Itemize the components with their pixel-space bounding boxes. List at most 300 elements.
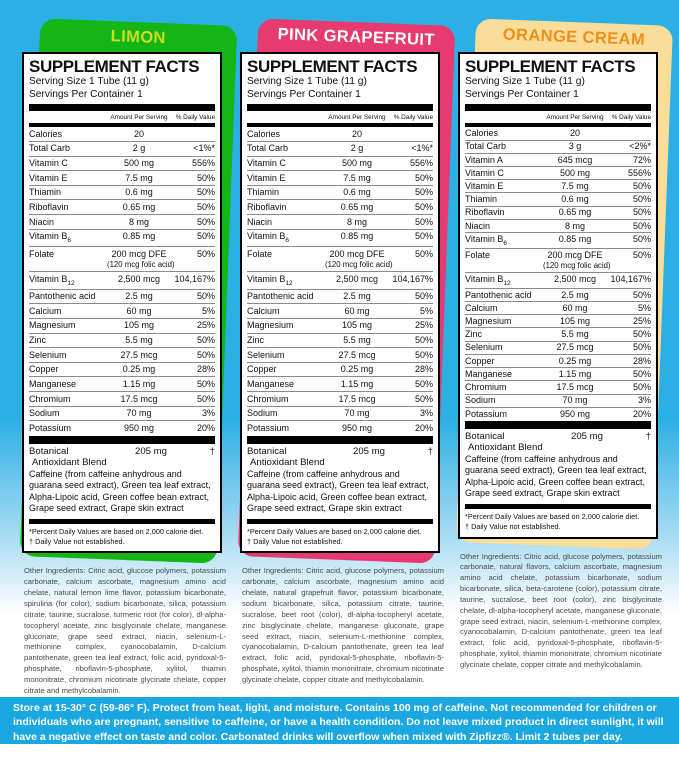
- nutrient-name: Manganese: [465, 368, 513, 379]
- serving-size: Serving Size 1 Tube (11 g): [465, 75, 585, 87]
- nutrient-row: [465, 314, 651, 327]
- nutrient-row: [465, 166, 651, 179]
- nutrient-name: Copper: [247, 364, 277, 375]
- blend-name-line2: Antioxidant Blend: [250, 456, 325, 468]
- nutrient-row: [465, 380, 651, 393]
- nutrient-row: [247, 333, 433, 348]
- nutrient-amount: 200 mcg DFE (120 mcg folic acid): [325, 248, 393, 270]
- nutrient-amount: 7.5 mg: [561, 180, 589, 191]
- nutrient-daily-value: 50%: [414, 291, 433, 302]
- nutrient-row: [465, 140, 651, 153]
- nutrient-amount: 2,500 mcg: [335, 273, 379, 284]
- nutrient-row: [247, 362, 433, 377]
- nutrient-name: Chromium: [465, 382, 507, 393]
- nutrient-daily-value: <1%*: [193, 143, 215, 154]
- nutrient-daily-value: 20%: [196, 422, 215, 433]
- nutrient-row: [29, 271, 215, 288]
- nutrient-daily-value: 556%: [409, 158, 433, 169]
- serving-size: Serving Size 1 Tube (11 g): [29, 75, 149, 87]
- amount-per-serving-header: Amount Per Serving: [110, 113, 168, 121]
- blend-name-line1: Botanical: [465, 430, 505, 442]
- nutrient-name: Folate: [247, 248, 273, 259]
- nutrient-row: [247, 406, 433, 421]
- nutrient-name: Magnesium: [465, 316, 512, 327]
- nutrient-amount: 645 mcg: [557, 154, 593, 165]
- nutrient-amount: 27.5 mcg: [556, 342, 594, 353]
- blend-dv: †: [209, 445, 215, 457]
- nutrient-name: Vitamin C: [29, 158, 68, 169]
- nutrient-row: [247, 347, 433, 362]
- servings-per-container: Servings Per Container 1: [29, 88, 143, 100]
- nutrient-amount: 0.65 mg: [340, 201, 374, 212]
- nutrient-name: Folate: [29, 248, 55, 259]
- blend-name-line2: Antioxidant Blend: [32, 456, 107, 468]
- nutrient-row: [465, 341, 651, 354]
- footnote-daily-value: *Percent Daily Values are based on 2,000 calorie diet.: [465, 512, 640, 522]
- blend-description: Caffeine (from caffeine anhydrous and guarana seed extract), Green tea leaf extract, Alpha-Lipoic acid, Green coffee bean extract, Grape seed extract, Grape skin extract: [29, 468, 211, 513]
- divider-thin: [247, 519, 433, 524]
- nutrient-row: [29, 376, 215, 391]
- nutrient-name: Pantothenic acid: [247, 291, 314, 302]
- footnote-dagger: † Daily Value not established.: [29, 536, 125, 546]
- nutrient-amount: 0.25 mg: [558, 355, 592, 366]
- nutrient-row: [247, 376, 433, 391]
- nutrient-daily-value: 50%: [414, 172, 433, 183]
- nutrient-row: [247, 246, 433, 271]
- nutrient-row: [247, 229, 433, 246]
- nutrient-amount: 105 mg: [341, 320, 373, 331]
- nutrient-row: [465, 248, 651, 272]
- nutrient-daily-value: 50%: [414, 335, 433, 346]
- nutrient-row: [247, 318, 433, 333]
- nutrient-amount: 5.5 mg: [561, 329, 589, 340]
- daily-value-header: % Daily Value: [175, 113, 215, 121]
- nutrient-row: [465, 127, 651, 139]
- nutrient-amount-note: (120 mcg folic acid): [107, 260, 175, 270]
- nutrient-name: Vitamin $B_{12}$: [29, 273, 75, 287]
- nutrient-amount: 7.5 mg: [125, 172, 153, 183]
- nutrient-row: [465, 206, 651, 219]
- nutrient-name: Vitamin $B_6$: [29, 231, 71, 244]
- nutrient-amount: 200 mcg DFE (120 mcg folic acid): [107, 248, 175, 270]
- footnotes: [465, 510, 651, 531]
- nutrient-rows: [247, 127, 433, 434]
- nutrient-amount: 7.5 mg: [343, 172, 371, 183]
- nutrient-name: Magnesium: [29, 320, 76, 331]
- divider-thick: [247, 436, 433, 444]
- nutrient-amount: 2.5 mg: [343, 291, 371, 302]
- nutrient-amount: 0.65 mg: [122, 201, 156, 212]
- nutrient-name: Calories: [29, 128, 63, 139]
- footnote-daily-value: *Percent Daily Values are based on 2,000 calorie diet.: [247, 527, 422, 537]
- nutrient-name: Pantothenic acid: [29, 291, 96, 302]
- divider-thick: [465, 104, 651, 111]
- nutrient-amount: 20: [569, 128, 580, 139]
- nutrient-row: [247, 170, 433, 185]
- nutrient-daily-value: 50%: [414, 248, 433, 259]
- nutrient-name: Riboflavin: [29, 201, 69, 212]
- nutrient-daily-value: 28%: [196, 364, 215, 375]
- nutrient-row: [29, 156, 215, 171]
- flavor-column-orange-cream: [458, 22, 662, 697]
- nutrient-amount: 950 mg: [123, 422, 155, 433]
- nutrient-row: [247, 420, 433, 435]
- nutrient-name: Zinc: [29, 335, 47, 346]
- nutrient-name: Chromium: [29, 393, 71, 404]
- nutrient-row: [465, 407, 651, 420]
- spacer: [29, 114, 107, 121]
- nutrient-name: Magnesium: [247, 320, 294, 331]
- nutrient-amount: 8 mg: [564, 220, 585, 231]
- nutrient-amount-note: (120 mcg folic acid): [543, 261, 611, 271]
- blend-amount: 205 mg: [135, 445, 167, 457]
- nutrient-row: [247, 271, 433, 288]
- nutrient-amount: 8 mg: [346, 216, 367, 227]
- botanical-blend-row: [465, 429, 651, 453]
- blend-name-line2: Antioxidant Blend: [468, 441, 543, 453]
- nutrient-amount: 1.15 mg: [122, 378, 156, 389]
- nutrient-daily-value: 3%: [419, 408, 433, 419]
- nutrient-amount: 950 mg: [341, 422, 373, 433]
- nutrient-row: [29, 318, 215, 333]
- blend-name: [29, 446, 121, 468]
- other-ingredients: Other Ingredients: Citric acid, glucose polymers, potassium carbonate, natural flavors, calcium ascorbate, magnesium amino acid chelate, potassium bicarbonate, sodium bicarbonate, silica, beta-carotene (color), potassium citrate, taurine, sucralose, beet root (color), zinc bisglycinate chelate, dl-alpha-tocopheryl acetate, manganese gluconate, grape seed extract, niacin, selenium-L-methionine complex, cyanocobalamin, D-calcium pantothenate, green tea leaf extract, folic acid, pyridoxal-5-phosphate, riboflavin-5-phosphate, xylitol, thiamin mononitrate, chromium nicotinate glycinate chelate, copper citrate and methylcobalamin.: [460, 551, 662, 669]
- nutrient-daily-value: 3%: [637, 395, 651, 406]
- nutrient-amount: 20: [133, 128, 144, 139]
- nutrient-row: [29, 185, 215, 200]
- divider-thick: [247, 104, 433, 111]
- nutrient-daily-value: 50%: [414, 216, 433, 227]
- nutrient-name: Vitamin C: [465, 167, 504, 178]
- nutrient-amount: 5.5 mg: [125, 335, 153, 346]
- nutrient-name: Calories: [247, 128, 281, 139]
- blend-name-line1: Botanical: [29, 445, 69, 457]
- nutrient-amount: 60 mg: [562, 302, 588, 313]
- nutrient-row: [247, 391, 433, 406]
- nutrient-name: Chromium: [247, 393, 289, 404]
- nutrient-daily-value: 3%: [201, 408, 215, 419]
- nutrient-name: Niacin: [465, 220, 491, 231]
- supplement-facts-panel: [22, 52, 222, 553]
- nutrient-name: Selenium: [29, 349, 67, 360]
- nutrient-row: [29, 229, 215, 246]
- nutrient-daily-value: 50%: [196, 349, 215, 360]
- nutrient-daily-value: 50%: [414, 393, 433, 404]
- nutrient-name: Manganese: [247, 378, 295, 389]
- nutrient-row: [29, 246, 215, 271]
- nutrient-name: Total Carb: [29, 143, 71, 154]
- nutrient-amount: 200 mcg DFE (120 mcg folic acid): [543, 249, 611, 271]
- nutrient-daily-value: 50%: [196, 172, 215, 183]
- nutrient-name: Calories: [465, 128, 499, 139]
- nutrient-name: Total Carb: [247, 143, 289, 154]
- nutrient-daily-value: 5%: [637, 302, 651, 313]
- blend-dv: †: [645, 430, 651, 442]
- nutrient-name: Riboflavin: [247, 201, 287, 212]
- nutrient-name: Total Carb: [465, 141, 507, 152]
- nutrient-row: [29, 362, 215, 377]
- nutrient-daily-value: 556%: [191, 158, 215, 169]
- blend-dv: †: [427, 445, 433, 457]
- botanical-blend-row: [247, 444, 433, 468]
- nutrient-amount: 17.5 mcg: [120, 393, 158, 404]
- nutrient-amount: 2.5 mg: [561, 289, 589, 300]
- nutrient-amount: 0.6 mg: [125, 187, 153, 198]
- nutrient-name: Copper: [29, 364, 59, 375]
- nutrient-name: Vitamin E: [465, 180, 504, 191]
- spacer: [465, 114, 543, 121]
- nutrient-rows: [29, 127, 215, 434]
- nutrient-amount-note: (120 mcg folic acid): [325, 260, 393, 270]
- flavor-name: ORANGE CREAM: [502, 25, 646, 49]
- storage-warning-text: Store at 15-30° C (59-86° F). Protect from heat, light, and moisture. Contains 100 mg of caffeine. Not recommended for children or individuals who are pregnant, sensitive to caffeine, or have a health condition. Do not leave mixed product in direct sunlight, it will have a negative effect on taste and color. Carbonated drinks will overflow when mixed with Zipfizz®. Limit 2 tubes per day.: [13, 701, 664, 743]
- nutrient-name: Thiamin: [247, 187, 280, 198]
- nutrient-daily-value: 50%: [196, 201, 215, 212]
- nutrient-name: Vitamin $B_{12}$: [465, 273, 511, 287]
- nutrient-amount: 0.85 mg: [122, 231, 156, 242]
- nutrient-amount: 5.5 mg: [343, 335, 371, 346]
- nutrient-daily-value: 50%: [414, 378, 433, 389]
- nutrient-row: [465, 192, 651, 205]
- divider-thin: [465, 504, 651, 509]
- nutrient-name: Calcium: [465, 302, 498, 313]
- nutrient-amount: 70 mg: [562, 395, 588, 406]
- column-headers: [465, 111, 651, 123]
- nutrient-name: Pantothenic acid: [465, 289, 532, 300]
- nutrient-amount: 500 mg: [341, 158, 373, 169]
- nutrient-name: Copper: [465, 355, 495, 366]
- nutrient-amount: 0.6 mg: [343, 187, 371, 198]
- nutrient-daily-value: 50%: [632, 329, 651, 340]
- nutrient-daily-value: 50%: [196, 216, 215, 227]
- blend-description: Caffeine (from caffeine anhydrous and guarana seed extract), Green tea leaf extract, Alpha-Lipoic acid, Green coffee bean extract, Grape seed extract, Grape skin extract: [247, 468, 429, 513]
- divider-thick: [29, 104, 215, 111]
- nutrient-amount: 0.25 mg: [340, 364, 374, 375]
- nutrient-amount: 500 mg: [123, 158, 155, 169]
- nutrient-daily-value: 50%: [632, 194, 651, 205]
- nutrient-name: Sodium: [465, 395, 496, 406]
- nutrient-daily-value: 5%: [201, 305, 215, 316]
- nutrient-row: [465, 394, 651, 407]
- nutrient-daily-value: 50%: [196, 335, 215, 346]
- nutrient-name: Calcium: [29, 305, 62, 316]
- divider-thick: [465, 421, 651, 429]
- facts-title: SUPPLEMENT FACTS: [465, 57, 636, 76]
- nutrient-amount: 60 mg: [344, 305, 370, 316]
- blend-name: [247, 446, 339, 468]
- nutrient-row: [29, 333, 215, 348]
- nutrient-amount: 950 mg: [559, 408, 591, 419]
- nutrient-name: Potassium: [247, 422, 290, 433]
- nutrient-daily-value: 50%: [414, 187, 433, 198]
- nutrient-daily-value: 104,167%: [392, 273, 433, 284]
- nutrient-daily-value: 50%: [196, 291, 215, 302]
- nutrient-row: [247, 141, 433, 156]
- nutrient-daily-value: 50%: [196, 393, 215, 404]
- nutrient-daily-value: 50%: [414, 201, 433, 212]
- nutrient-daily-value: 50%: [632, 220, 651, 231]
- nutrient-row: [29, 303, 215, 318]
- gluten-free-badge: GLUTEN FREE: [13, 745, 88, 758]
- nutrient-daily-value: 50%: [414, 349, 433, 360]
- panel-wrap: [458, 25, 658, 539]
- nutrient-name: Vitamin $B_{12}$: [247, 273, 293, 287]
- nutrient-daily-value: 104,167%: [174, 273, 215, 284]
- nutrient-row: [29, 127, 215, 141]
- nutrient-row: [465, 288, 651, 301]
- nutrient-amount: 20: [351, 128, 362, 139]
- nutrient-amount: 2,500 mcg: [553, 273, 597, 284]
- nutrient-amount: 105 mg: [559, 316, 591, 327]
- nutrient-row: [29, 420, 215, 435]
- nutrient-name: Selenium: [465, 342, 503, 353]
- flavor-name: LIMON: [110, 27, 167, 48]
- footnotes: [29, 525, 215, 546]
- nutrient-amount: 70 mg: [344, 408, 370, 419]
- spacer: [247, 114, 325, 121]
- nutrient-row: [465, 272, 651, 288]
- nutrient-amount: 2 g: [350, 143, 364, 154]
- nutrient-name: Selenium: [247, 349, 285, 360]
- nutrient-amount: 8 mg: [128, 216, 149, 227]
- nutrient-name: Sodium: [29, 408, 60, 419]
- nutrient-daily-value: 50%: [414, 231, 433, 242]
- nutrient-amount: 27.5 mcg: [338, 349, 376, 360]
- nutrient-amount: 1.15 mg: [558, 368, 592, 379]
- nutrient-row: [465, 219, 651, 232]
- nutrient-row: [465, 232, 651, 248]
- divider-thick: [29, 436, 215, 444]
- nutrient-amount: 2,500 mcg: [117, 273, 161, 284]
- nutrient-name: Manganese: [29, 378, 77, 389]
- nutrient-row: [29, 289, 215, 304]
- nutrient-name: Niacin: [247, 216, 273, 227]
- nutrient-daily-value: 50%: [632, 207, 651, 218]
- nutrient-row: [29, 391, 215, 406]
- nutrient-row: [247, 156, 433, 171]
- nutrient-daily-value: 50%: [632, 368, 651, 379]
- botanical-blend-row: [29, 444, 215, 468]
- nutrient-daily-value: 50%: [632, 342, 651, 353]
- nutrient-row: [247, 214, 433, 229]
- other-ingredients: Other Ingredients: Citric acid, glucose polymers, potassium carbonate, calcium ascorbate, magnesium amino acid chelate, natural lemon lime flavor, potassium bicarbonate, spirulina (for color), sodium bicarbonate, silica, potassium citrate, taurine, sucralose, turmeric root (for color), dl-alpha-tocopheryl acetate, zinc bisglycinate chelate, manganese gluconate, grape seed extract, niacin, selenium-L-methionine complex, cyanocobalamin, D-calcium pantothenate, green tea leaf extract, folic acid, pyridoxal-5-phosphate, riboflavin-5-phosphate, xylitol, thiamin mononitrate, chromium nicotinate glycinate chelate, copper citrate and methylcobalamin.: [24, 566, 226, 695]
- panel-wrap: [240, 25, 440, 553]
- nutrient-daily-value: 50%: [196, 231, 215, 242]
- nutrient-daily-value: 556%: [627, 167, 651, 178]
- nutrient-row: [465, 153, 651, 166]
- nutrient-daily-value: 50%: [632, 289, 651, 300]
- nutrient-daily-value: 50%: [196, 378, 215, 389]
- nutrient-amount: 105 mg: [123, 320, 155, 331]
- nutrient-daily-value: 50%: [196, 187, 215, 198]
- flavor-name: PINK GRAPEFRUIT: [277, 25, 436, 50]
- blend-amount: 205 mg: [353, 445, 385, 457]
- storage-warning-bar: [0, 697, 679, 758]
- nutrient-row: [29, 199, 215, 214]
- nutrient-daily-value: 28%: [632, 355, 651, 366]
- blend-name: [465, 431, 557, 453]
- nutrient-daily-value: 25%: [196, 320, 215, 331]
- nutrient-amount: 2.5 mg: [125, 291, 153, 302]
- nutrient-name: Vitamin A: [465, 154, 503, 165]
- daily-value-header: % Daily Value: [393, 113, 433, 121]
- blend-amount: 205 mg: [571, 430, 603, 442]
- panel-wrap: [22, 27, 222, 553]
- flavor-column-limon: [22, 22, 226, 697]
- footnotes: [247, 525, 433, 546]
- nutrient-row: [247, 289, 433, 304]
- nutrient-amount: 60 mg: [126, 305, 152, 316]
- nutrient-name: Calcium: [247, 305, 280, 316]
- nutrient-name: Thiamin: [29, 187, 62, 198]
- nutrient-row: [29, 141, 215, 156]
- footnote-daily-value: *Percent Daily Values are based on 2,000 calorie diet.: [29, 527, 204, 537]
- nutrient-row: [29, 347, 215, 362]
- other-ingredients: Other Ingredients: Citric acid, glucose polymers, potassium carbonate, calcium ascorbate, magnesium amino acid chelate, natural grapefruit flavor, potassium bicarbonate, sodium bicarbonate, silica, potassium citrate, taurine, sucralose, beet root (color), dl-alpha-tocopheryl acetate, zinc bisglycinate chelate, manganese gluconate, grape seed extract, niacin, selenium-L-methionine complex, cyanocobalamin, D-calcium pantothenate, green tea leaf extract, folic acid, pyridoxal-5-phosphate, riboflavin-5-phosphate, xylitol, thiamin mononitrate, chromium nicotinate glycinate chelate, copper citrate and methylcobalamin.: [242, 566, 444, 684]
- nutrient-row: [29, 214, 215, 229]
- daily-value-header: % Daily Value: [611, 113, 651, 121]
- blend-name-line1: Botanical: [247, 445, 287, 457]
- nutrient-row: [465, 301, 651, 314]
- nutrient-name: Potassium: [465, 408, 508, 419]
- nutrient-name: Vitamin $B_6$: [465, 233, 507, 247]
- column-headers: [247, 111, 433, 123]
- nutrient-name: Zinc: [465, 329, 483, 340]
- nutrient-amount: 2 g: [132, 143, 146, 154]
- nutrient-daily-value: 72%: [632, 154, 651, 165]
- nutrient-daily-value: 20%: [414, 422, 433, 433]
- nutrient-name: Sodium: [247, 408, 278, 419]
- nutrient-row: [465, 179, 651, 192]
- serving-size: Serving Size 1 Tube (11 g): [247, 75, 367, 87]
- amount-per-serving-header: Amount Per Serving: [546, 113, 604, 121]
- nutrient-name: Vitamin $B_6$: [247, 231, 289, 244]
- nutrient-amount: 0.85 mg: [558, 233, 592, 244]
- nutrient-daily-value: 50%: [632, 382, 651, 393]
- nutrient-amount: 0.85 mg: [340, 231, 374, 242]
- nutrient-amount: 3 g: [568, 141, 582, 152]
- amount-per-serving-header: Amount Per Serving: [328, 113, 386, 121]
- nutrient-daily-value: 25%: [632, 316, 651, 327]
- nutrient-daily-value: 50%: [632, 233, 651, 244]
- nutrient-name: Vitamin E: [29, 172, 68, 183]
- nutrient-name: Vitamin E: [247, 172, 286, 183]
- nutrient-daily-value: 25%: [414, 320, 433, 331]
- nutrient-amount: 1.15 mg: [340, 378, 374, 389]
- nutrient-row: [247, 199, 433, 214]
- nutrient-name: Riboflavin: [465, 207, 505, 218]
- facts-title: SUPPLEMENT FACTS: [29, 57, 200, 76]
- nutrient-daily-value: 5%: [419, 305, 433, 316]
- nutrient-amount: 500 mg: [559, 167, 591, 178]
- nutrient-daily-value: 20%: [632, 408, 651, 419]
- servings-per-container: Servings Per Container 1: [465, 88, 579, 100]
- nutrient-daily-value: 50%: [632, 249, 651, 260]
- nutrient-row: [247, 185, 433, 200]
- nutrient-amount: 0.6 mg: [561, 194, 589, 205]
- nutrient-row: [29, 170, 215, 185]
- nutrient-name: Niacin: [29, 216, 55, 227]
- nutrient-daily-value: 104,167%: [610, 273, 651, 284]
- flavor-column-pink-grapefruit: [240, 22, 444, 697]
- nutrient-name: Vitamin C: [247, 158, 286, 169]
- nutrient-daily-value: 28%: [414, 364, 433, 375]
- nutrient-daily-value: 50%: [632, 180, 651, 191]
- divider-thin: [29, 519, 215, 524]
- nutrient-amount: 17.5 mcg: [338, 393, 376, 404]
- nutrient-row: [247, 303, 433, 318]
- nutrient-name: Zinc: [247, 335, 265, 346]
